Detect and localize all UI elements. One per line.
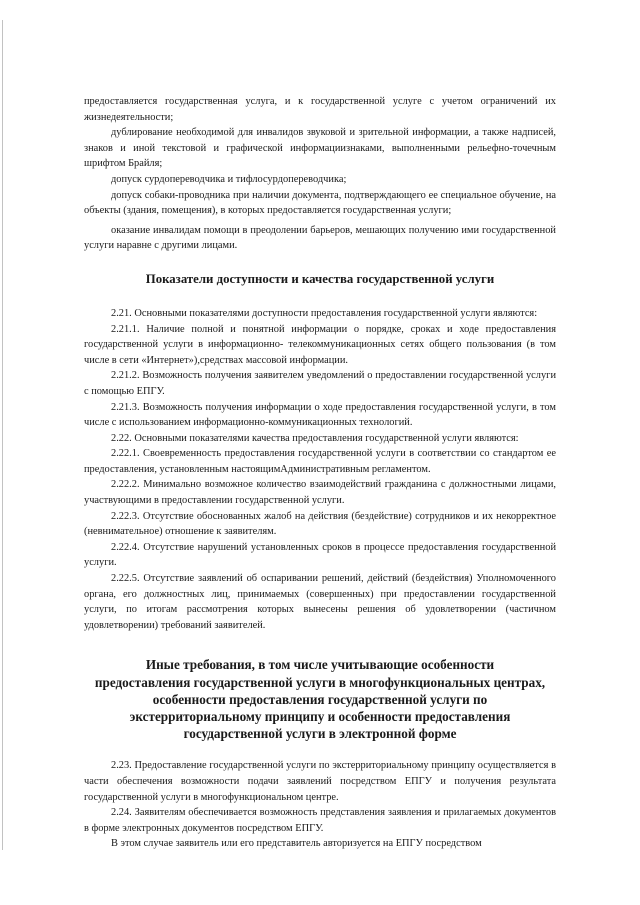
clause-2-22-2: 2.22.2. Минимально возможное количество взаимодействий гражданина с должностными лицами, участвующими в предоставлении государственной услуги. bbox=[84, 479, 556, 507]
clause-2-22: 2.22. Основными показателями качества предоставления государственной услуги являются: bbox=[111, 432, 519, 444]
clause-2-23: 2.23. Предоставление государственной услуги по экстерриториальному принципу осуществляется в части обеспечения возможности подачи заявлений посредством ЕПГУ и получения результата государственной услуги в многофункциональном центре. bbox=[84, 760, 556, 803]
document-page bbox=[84, 94, 556, 852]
clause-2-22-4: 2.22.4. Отсутствие нарушений установленных сроков в процессе предоставления государственной услуги. bbox=[84, 541, 556, 569]
section-heading-accessibility: Показатели доступности и качества государственной услуги bbox=[145, 271, 495, 286]
clause-2-21-1: 2.21.1. Наличие полной и понятной информации о порядке, сроках и ходе предоставления государственной услуги в информационно- телекоммуникационных сетях общего пользования (в том числе в сети «Интернет»),средствах массовой информации. bbox=[84, 323, 556, 366]
intro-paragraph: оказание инвалидам помощи в преодолении барьеров, мешающих получению ими государственной услуги наравне с другими лицами. bbox=[84, 224, 556, 252]
page-edge-line bbox=[2, 20, 3, 850]
section-heading-other-requirements bbox=[84, 656, 556, 742]
clause-2-22-3: 2.22.3. Отсутствие обоснованных жалоб на действия (бездействие) сотрудников и их некорректное (невнимательное) отношение к заявителям. bbox=[84, 510, 556, 538]
clause-2-24: 2.24. Заявителям обеспечивается возможность представления заявления и прилагаемых документов в форме электронных документов посредством ЕПГУ. bbox=[84, 807, 556, 834]
clause-2-21-3: 2.21.3. Возможность получения информации о ходе предоставления государственной услуги, в том числе с использованием информационно-коммуникационных технологий. bbox=[84, 401, 556, 429]
intro-paragraph: дублирование необходимой для инвалидов звуковой и зрительной информации, а также надписей, знаков и иной текстовой и графической информациизнаками, выполненными рельефно-точечным шрифтом Брайля; bbox=[84, 127, 556, 170]
heading-line: экстерриториальному принципу и особенности предоставления bbox=[129, 709, 511, 725]
intro-paragraph: допуск сурдопереводчика и тифлосурдопереводчика; bbox=[111, 173, 347, 185]
heading-line: государственной услуги в электронной форме bbox=[183, 726, 457, 742]
clause-2-22-1: 2.22.1. Своевременность предоставления государственной услуги в соответствии со стандартом ее предоставления, установленным настоящимАдминистративным регламентом. bbox=[84, 448, 556, 475]
clause-2-21-2: 2.21.2. Возможность получения заявителем уведомлений о предоставлении государственной услуги с помощью ЕПГУ. bbox=[84, 370, 556, 397]
clause-2-22-5: 2.22.5. Отсутствие заявлений об оспаривании решений, действий (бездействия) Уполномоченного органа, его должностных лиц, принимаемых (совершенных) при предоставлении государственной услуги, по итогам рассмотрения которых вынесены решения об удовлетворении (частичном удовлетворении) требований заявителей. bbox=[84, 573, 556, 631]
heading-line: Иные требования, в том числе учитывающие особенности bbox=[145, 657, 495, 673]
clause-2-21: 2.21. Основными показателями доступности предоставления государственной услуги являются: bbox=[111, 307, 538, 319]
intro-paragraph: предоставляется государственная услуга, и к государственной услуге с учетом ограничений их жизнедеятельности; bbox=[84, 96, 556, 123]
intro-paragraph: допуск собаки-проводника при наличии документа, подтверждающего ее специальное обучение, на объекты (здания, помещения), в которых предоставляется государственная услуги; bbox=[84, 189, 556, 217]
body-paragraph: В этом случае заявитель или его представитель авторизуется на ЕПГУ посредством bbox=[111, 838, 482, 850]
heading-line: особенности предоставления государственной услуги по bbox=[152, 691, 488, 707]
heading-line: предоставления государственной услуги в многофункциональных центрах, bbox=[94, 674, 546, 690]
